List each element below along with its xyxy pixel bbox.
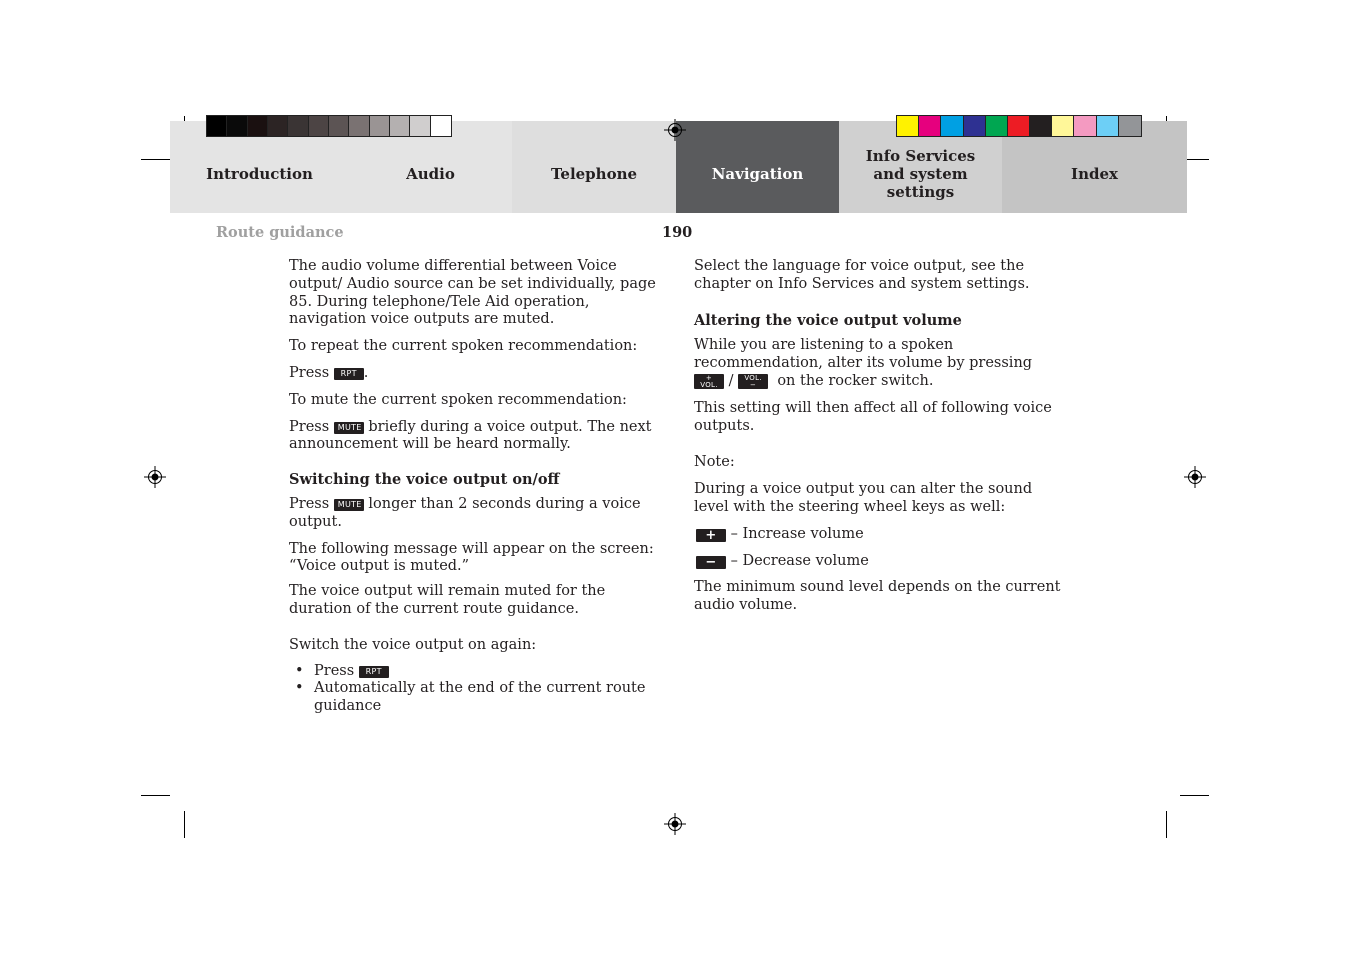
paragraph: [694, 553, 1064, 571]
rpt-key-icon: RPT: [334, 368, 364, 380]
key-label: VOL.: [700, 380, 718, 389]
color-swatch: [288, 116, 308, 136]
crop-mark: [1166, 811, 1167, 838]
color-swatch: [1097, 116, 1119, 136]
color-swatch: [329, 116, 349, 136]
crop-mark: [141, 795, 170, 796]
color-swatch: [309, 116, 329, 136]
tab-telephone[interactable]: [512, 121, 676, 213]
tab-label: Audio: [406, 165, 455, 183]
paragraph: [289, 419, 661, 455]
paragraph: During a voice output you can alter the sound level with the steering wheel keys as well:: [694, 481, 1033, 515]
color-swatch: [1052, 116, 1074, 136]
bullet-list: [289, 663, 661, 716]
color-swatch: [390, 116, 410, 136]
color-swatch: [919, 116, 941, 136]
volume-up-key-icon: [694, 374, 724, 389]
color-swatch: [431, 116, 451, 136]
paragraph: The audio volume differential between Voice output/ Audio source can be set individually, page 85. During telephone/Tele Aid operation, navigation voice outputs are muted.: [289, 258, 656, 328]
section-title: Route guidance: [216, 224, 344, 241]
paragraph: [694, 337, 1064, 390]
paragraph: The voice output will remain muted for the duration of the current route guidance.: [289, 583, 606, 617]
crop-mark: [184, 811, 185, 838]
tab-label: Info Services and system settings: [865, 147, 976, 201]
text: Press: [289, 364, 330, 381]
paragraph: Switch the voice output on again:: [289, 636, 537, 653]
color-swatch: [1008, 116, 1030, 136]
minus-key-icon: −: [696, 556, 726, 569]
color-swatch: [1074, 116, 1096, 136]
key-symbol: +: [705, 373, 713, 382]
registration-mark-icon: [1184, 466, 1206, 488]
text: longer than 2 seconds during a voice output.: [289, 495, 641, 530]
text: /: [728, 372, 734, 389]
list-item: • Automatically at the end of the current route guidance: [289, 680, 661, 716]
key-label: VOL.: [744, 373, 762, 382]
right-column: [694, 258, 1064, 615]
paragraph: To mute the current spoken recommendation:: [289, 391, 627, 408]
color-swatch: [897, 116, 919, 136]
mute-key-icon: MUTE: [334, 499, 364, 511]
color-swatch: [410, 116, 430, 136]
text: .: [363, 364, 369, 381]
tab-label: Navigation: [711, 165, 804, 183]
color-swatch: [370, 116, 390, 136]
left-column: [289, 258, 661, 716]
color-swatch: [986, 116, 1008, 136]
rpt-key-icon: RPT: [359, 666, 389, 678]
paragraph: [289, 496, 661, 532]
plus-key-icon: +: [696, 529, 726, 542]
text: – Increase volume: [730, 525, 864, 542]
color-swatch: [207, 116, 227, 136]
text: on the rocker switch.: [777, 372, 934, 389]
paragraph: [694, 526, 1064, 544]
color-swatch: [964, 116, 986, 136]
text: – Decrease volume: [730, 552, 869, 569]
paragraph: The following message will appear on the screen: “Voice output is muted.”: [289, 540, 654, 575]
process-color-bar: [896, 115, 1142, 137]
paragraph: To repeat the current spoken recommendation:: [289, 338, 638, 355]
text: briefly during a voice output. The next announcement will be heard normally.: [289, 418, 652, 453]
grayscale-color-bar: [206, 115, 452, 137]
tab-navigation[interactable]: [676, 121, 839, 213]
color-swatch: [1030, 116, 1052, 136]
text: While you are listening to a spoken recommendation, alter its volume by pressing: [694, 337, 1033, 372]
text: Press: [314, 662, 355, 679]
section-heading: Altering the voice output volume: [694, 311, 962, 329]
registration-mark-icon: [664, 119, 686, 141]
list-item: [289, 663, 661, 681]
color-swatch: [1119, 116, 1141, 136]
mute-key-icon: MUTE: [334, 422, 364, 434]
tab-label: Telephone: [550, 165, 638, 183]
paragraph: The minimum sound level depends on the current audio volume.: [694, 579, 1061, 614]
registration-mark-icon: [144, 466, 166, 488]
page-number: 190: [662, 224, 693, 241]
crop-mark: [1180, 795, 1209, 796]
tab-label: Introduction: [206, 165, 313, 183]
section-heading: Switching the voice output on/off: [289, 471, 560, 489]
text: Press: [289, 495, 330, 512]
volume-down-key-icon: [738, 374, 768, 389]
color-swatch: [227, 116, 247, 136]
crop-mark: [141, 159, 170, 160]
color-swatch: [248, 116, 268, 136]
color-swatch: [268, 116, 288, 136]
color-swatch: [941, 116, 963, 136]
tab-label: Index: [1071, 165, 1118, 183]
paragraph: Select the language for voice output, see the chapter on Info Services and system settings.: [694, 258, 1030, 292]
paragraph: This setting will then affect all of following voice outputs.: [694, 399, 1052, 434]
color-swatch: [349, 116, 369, 136]
text: Press: [289, 418, 330, 435]
key-symbol: −: [750, 380, 757, 389]
note-label: Note:: [694, 454, 735, 471]
registration-mark-icon: [664, 813, 686, 835]
paragraph: [289, 365, 661, 383]
